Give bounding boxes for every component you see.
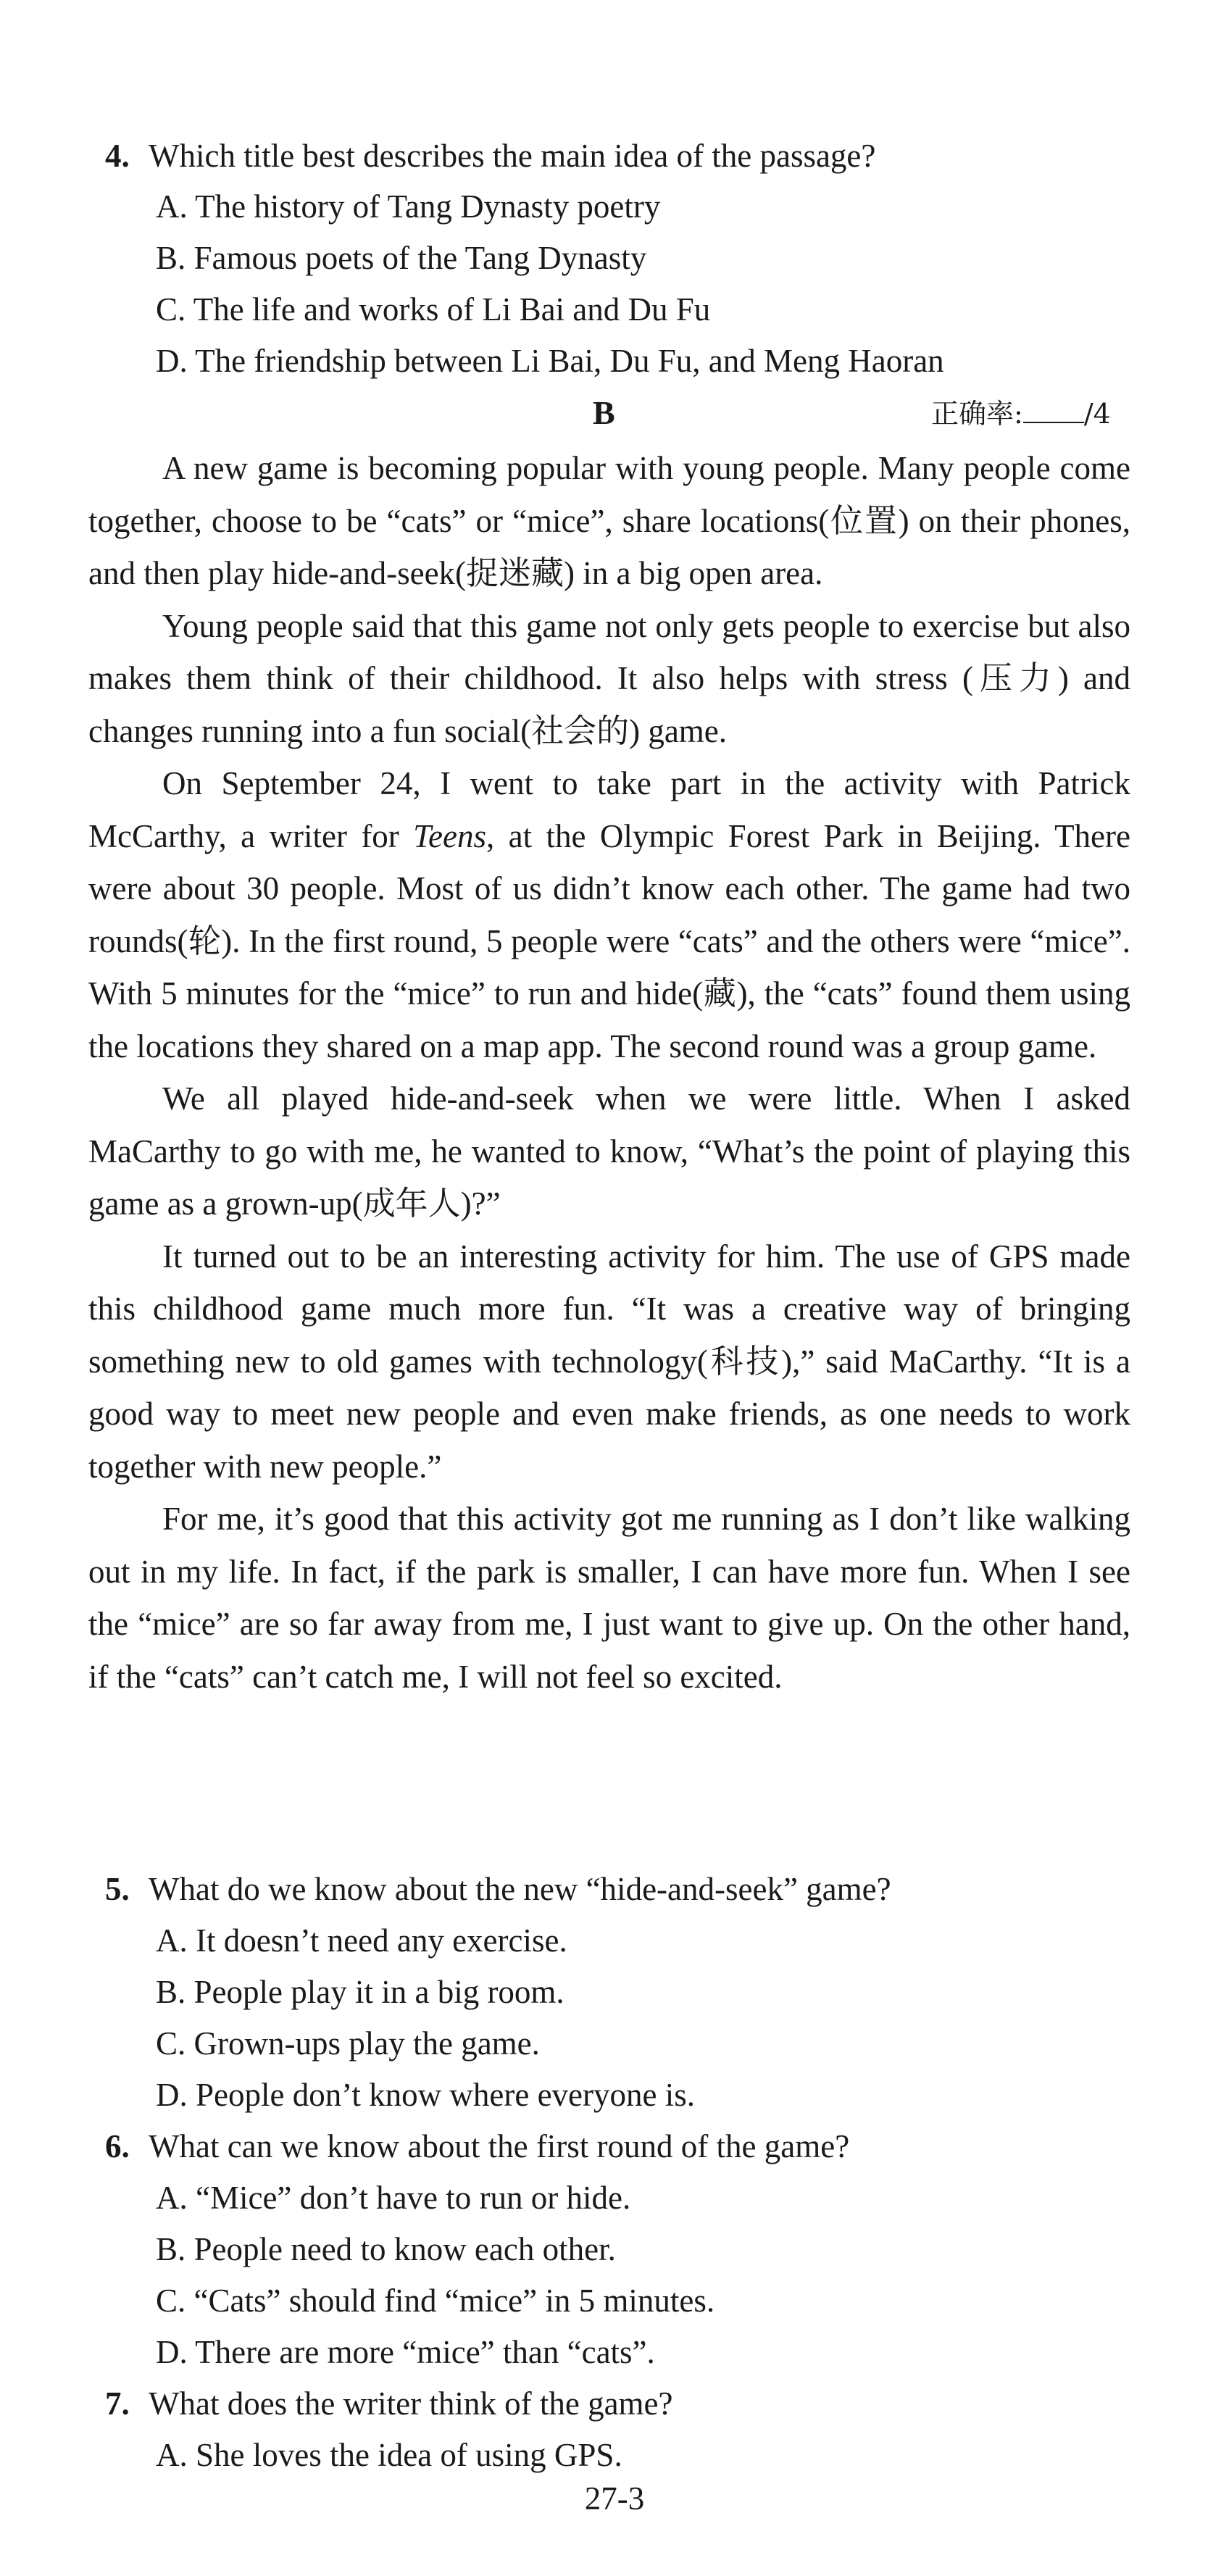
page-number: 27-3: [584, 2480, 645, 2517]
passage-paragraph-3: [88, 757, 1130, 1072]
option-6d: D. There are more “mice” than “cats”.: [156, 2334, 655, 2370]
paragraph-3-part-1: On September 24, I went to take part in the activity with Patrick McCarthy, a writer for: [88, 765, 1130, 854]
question-number: 4.: [105, 138, 130, 174]
question-text: What can we know about the first round of the game?: [149, 2128, 850, 2164]
option-5b: B. People play it in a big room.: [156, 1974, 564, 2010]
score-blank[interactable]: [1023, 397, 1084, 423]
option-6b: B. People need to know each other.: [156, 2231, 616, 2267]
option-4c: C. The life and works of Li Bai and Du Fu: [156, 291, 711, 328]
passage-paragraph-4: We all played hide-and-seek when we were little. When I asked MaCarthy to go with me, he wanted to know, “What’s the point of playing this game as a grown-up(成年人)?”: [88, 1080, 1130, 1222]
question-number: 7.: [105, 2385, 130, 2422]
question-text: What do we know about the new “hide-and-seek” game?: [149, 1871, 891, 1907]
question-text: Which title best describes the main idea of the passage?: [149, 138, 876, 174]
question-number: 5.: [105, 1871, 130, 1907]
question-6: [105, 2125, 849, 2168]
section-letter: B: [593, 394, 615, 431]
score-total: /4: [1083, 398, 1111, 430]
option-5d: D. People don’t know where everyone is.: [156, 2077, 695, 2113]
option-4d: D. The friendship between Li Bai, Du Fu, and Meng Haoran: [156, 343, 944, 379]
question-7: [105, 2382, 673, 2425]
question-5: [105, 1867, 891, 1911]
option-4a: A. The history of Tang Dynasty poetry: [156, 188, 661, 225]
reading-passage: [88, 442, 1130, 1703]
passage-paragraph-6: For me, it’s good that this activity got me running as I don’t like walking out in my life. In fact, if the park is smaller, I can have more fun. When I see the “mice” are so far away from me, I just want to give up. On the other hand, if the “cats” can’t catch me, I will not feel so excited.: [88, 1501, 1130, 1695]
paragraph-3-part-2: , at the Olympic Forest Park in Beijing. There were about 30 people. Most of us didn’t know each other. The game had two rounds(轮). In the first round, 5 people were “cats” and the others were “mice”. With 5 minutes for the “mice” to run and hide(藏), the “cats” found them using the locations they shared on a map app. The second round was a group game.: [88, 817, 1130, 1064]
question-4: [105, 134, 875, 178]
magazine-title: Teens: [413, 817, 487, 854]
question-text: What does the writer think of the game?: [149, 2385, 673, 2422]
option-6c: C. “Cats” should find “mice” in 5 minutes.: [156, 2283, 715, 2319]
accuracy-score: [931, 396, 1111, 432]
passage-paragraph-2: Young people said that this game not only gets people to exercise but also makes them think of their childhood. It also helps with stress (压力) and changes running into a fun social(社会的) game.: [88, 607, 1130, 749]
section-heading: [0, 391, 1229, 435]
option-5c: C. Grown-ups play the game.: [156, 2025, 540, 2062]
passage-paragraph-5: It turned out to be an interesting activity for him. The use of GPS made this childhood game much more fun. “It was a creative way of bringing something new to old games with technology(科技),” said MaCarthy. “It is a good way to meet new people and even make friends, as one needs to work together with new people.”: [88, 1238, 1130, 1485]
option-7a: A. She loves the idea of using GPS.: [156, 2437, 622, 2473]
option-6a: A. “Mice” don’t have to run or hide.: [156, 2180, 631, 2216]
question-number: 6.: [105, 2128, 130, 2164]
option-5a: A. It doesn’t need any exercise.: [156, 1922, 567, 1959]
score-label: 正确率:: [931, 398, 1023, 430]
passage-paragraph-1: A new game is becoming popular with young people. Many people come together, choose to be “cats” or “mice”, share locations(位置) on their phones, and then play hide-and-seek(捉迷藏) in a big open area.: [88, 450, 1130, 591]
option-4b: B. Famous poets of the Tang Dynasty: [156, 240, 647, 276]
